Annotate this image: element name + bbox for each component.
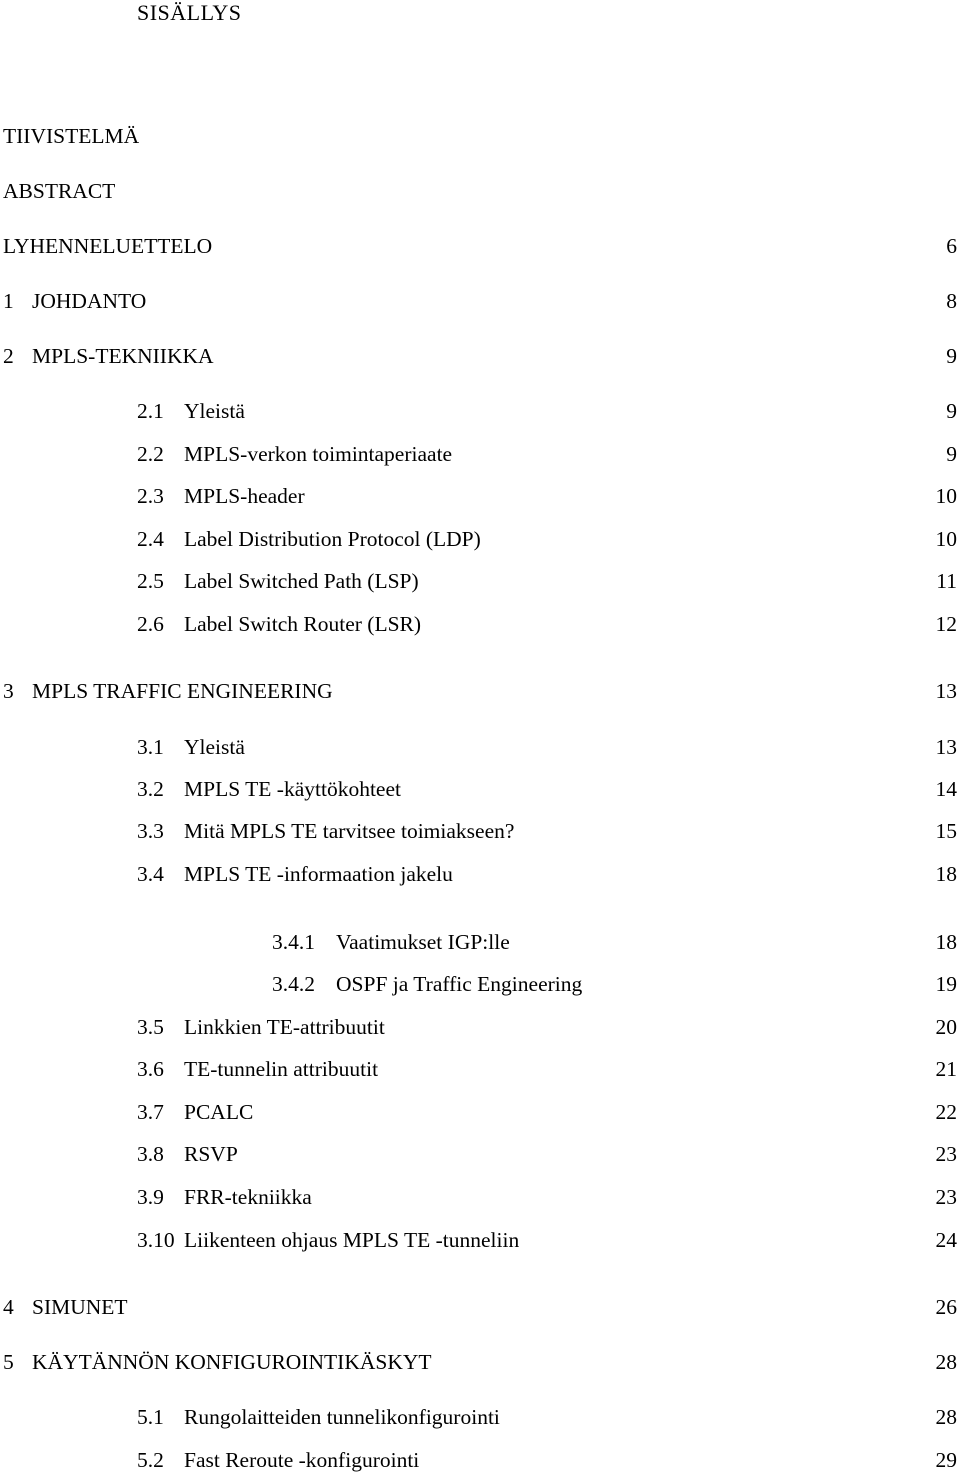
toc-entry-title: TIIVISTELMÄ <box>3 124 140 148</box>
toc-entry-page: 10 <box>935 484 957 508</box>
toc-entry-page: 12 <box>935 612 957 636</box>
toc-entry <box>0 859 960 889</box>
toc-entry-title: Yleistä <box>184 735 245 759</box>
toc-entry-title: Yleistä <box>184 399 245 423</box>
toc-entry-title: TE-tunnelin attribuutit <box>184 1057 379 1081</box>
toc-entry-title: KÄYTÄNNÖN KONFIGUROINTIKÄSKYT <box>32 1350 432 1374</box>
toc-entry-title: MPLS-header <box>184 484 305 508</box>
toc-entry-title: MPLS-verkon toimintaperiaate <box>184 442 453 466</box>
toc-entry-title: ABSTRACT <box>3 179 116 203</box>
toc-entry-page: 24 <box>935 1228 957 1252</box>
toc-entry-page: 18 <box>935 862 957 886</box>
toc-entry-title: Fast Reroute -konfigurointi <box>184 1448 420 1472</box>
toc-entry <box>0 1054 960 1084</box>
toc-entry-number: 3.3 <box>137 819 164 843</box>
toc-entry-number: 2.5 <box>137 569 164 593</box>
toc-entry-page: 19 <box>935 972 957 996</box>
toc-entry-number: 3.4 <box>137 862 164 886</box>
toc-entry-page: 18 <box>935 930 957 954</box>
toc-entry-title: Label Switch Router (LSR) <box>184 612 422 636</box>
toc-entry <box>0 1097 960 1127</box>
toc-entry <box>0 676 960 706</box>
toc-entry-number: 2.6 <box>137 612 164 636</box>
toc-entry-page: 9 <box>946 344 957 368</box>
toc-entry-number: 2.4 <box>137 527 164 551</box>
toc-entry-title: Liikenteen ohjaus MPLS TE -tunneliin <box>184 1228 520 1252</box>
toc-entry-number: 5 <box>3 1350 14 1374</box>
toc-entry-title: Mitä MPLS TE tarvitsee toimiakseen? <box>184 819 515 843</box>
toc-entry-number: 2.1 <box>137 399 164 423</box>
toc-entry-title: Label Switched Path (LSP) <box>184 569 419 593</box>
toc-entry <box>0 927 960 957</box>
toc-entry <box>0 816 960 846</box>
toc-entry-page: 23 <box>935 1142 957 1166</box>
toc-entry-title: MPLS-TEKNIIKKA <box>32 344 214 368</box>
toc-entry-title: RSVP <box>184 1142 238 1166</box>
toc-entry <box>0 396 960 426</box>
toc-entry <box>0 231 960 261</box>
toc-entry <box>0 609 960 639</box>
toc-entry-number: 1 <box>3 289 14 313</box>
toc-entry-page: 11 <box>936 569 957 593</box>
toc-entry <box>0 1012 960 1042</box>
toc-entry-title: FRR-tekniikka <box>184 1185 312 1209</box>
toc-entry-page: 10 <box>935 527 957 551</box>
toc-entry <box>0 1445 960 1475</box>
toc-entry-page: 8 <box>946 289 957 313</box>
toc-entry-number: 5.2 <box>137 1448 164 1472</box>
toc-entry-page: 28 <box>935 1405 957 1429</box>
toc-entry-number: 2.2 <box>137 442 164 466</box>
toc-entry <box>0 1182 960 1212</box>
toc-entry-number: 2.3 <box>137 484 164 508</box>
toc-entry <box>0 1347 960 1377</box>
toc-entry-number: 3.9 <box>137 1185 164 1209</box>
toc-entry-title: JOHDANTO <box>32 289 147 313</box>
toc-entry-number: 3.6 <box>137 1057 164 1081</box>
toc-entry <box>0 481 960 511</box>
toc-entry-title: LYHENNELUETTELO <box>3 234 213 258</box>
toc-title: SISÄLLYS <box>137 0 242 25</box>
toc-entry-page: 13 <box>935 735 957 759</box>
toc-entry <box>0 524 960 554</box>
toc-entry-page: 21 <box>935 1057 957 1081</box>
toc-entry-page: 26 <box>935 1295 957 1319</box>
toc-entry-number: 3.1 <box>137 735 164 759</box>
toc-entry-title: MPLS TRAFFIC ENGINEERING <box>32 679 333 703</box>
toc-entry-number: 5.1 <box>137 1405 164 1429</box>
toc-entry-title: Rungolaitteiden tunnelikonfigurointi <box>184 1405 500 1429</box>
toc-entry-number: 3.7 <box>137 1100 164 1124</box>
toc-entry <box>0 566 960 596</box>
toc-entry-number: 3.4.1 <box>272 930 315 954</box>
toc-entry-title: Linkkien TE-attribuutit <box>184 1015 385 1039</box>
toc-entry-page: 14 <box>935 777 957 801</box>
toc-entry <box>0 774 960 804</box>
toc-entry-page: 28 <box>935 1350 957 1374</box>
toc-entry-title: MPLS TE -informaation jakelu <box>184 862 453 886</box>
toc-entry-title: OSPF ja Traffic Engineering <box>336 972 583 996</box>
toc-entry <box>0 1402 960 1432</box>
toc-entry-title: PCALC <box>184 1100 254 1124</box>
toc-entry-number: 2 <box>3 344 14 368</box>
toc-entry <box>0 1225 960 1255</box>
toc-entry <box>0 121 960 151</box>
toc-entry-title: SIMUNET <box>32 1295 128 1319</box>
toc-entry-page: 9 <box>946 442 957 466</box>
toc-entry-page: 9 <box>946 399 957 423</box>
toc-entry <box>0 732 960 762</box>
toc-entry <box>0 1292 960 1322</box>
toc-entry-page: 22 <box>935 1100 957 1124</box>
toc-entry-number: 3.10 <box>137 1228 175 1252</box>
toc-entry-number: 3.5 <box>137 1015 164 1039</box>
toc-entry-page: 20 <box>935 1015 957 1039</box>
toc-entry-number: 3.4.2 <box>272 972 315 996</box>
toc-entry-page: 23 <box>935 1185 957 1209</box>
toc-entry <box>0 969 960 999</box>
toc-entry <box>0 286 960 316</box>
toc-entry-number: 3.8 <box>137 1142 164 1166</box>
toc-entry <box>0 341 960 371</box>
toc-entry-page: 13 <box>935 679 957 703</box>
toc-entry <box>0 439 960 469</box>
toc-entry-title: Vaatimukset IGP:lle <box>336 930 510 954</box>
toc-entry <box>0 1139 960 1169</box>
toc-entry-number: 3.2 <box>137 777 164 801</box>
toc-entry-title: MPLS TE -käyttökohteet <box>184 777 401 801</box>
toc-entry <box>0 176 960 206</box>
toc-entry-title: Label Distribution Protocol (LDP) <box>184 527 481 551</box>
toc-entry-page: 15 <box>935 819 957 843</box>
toc-entry-page: 6 <box>946 234 957 258</box>
toc-entry-page: 29 <box>935 1448 957 1472</box>
toc-entry-number: 3 <box>3 679 14 703</box>
toc-entry-number: 4 <box>3 1295 14 1319</box>
